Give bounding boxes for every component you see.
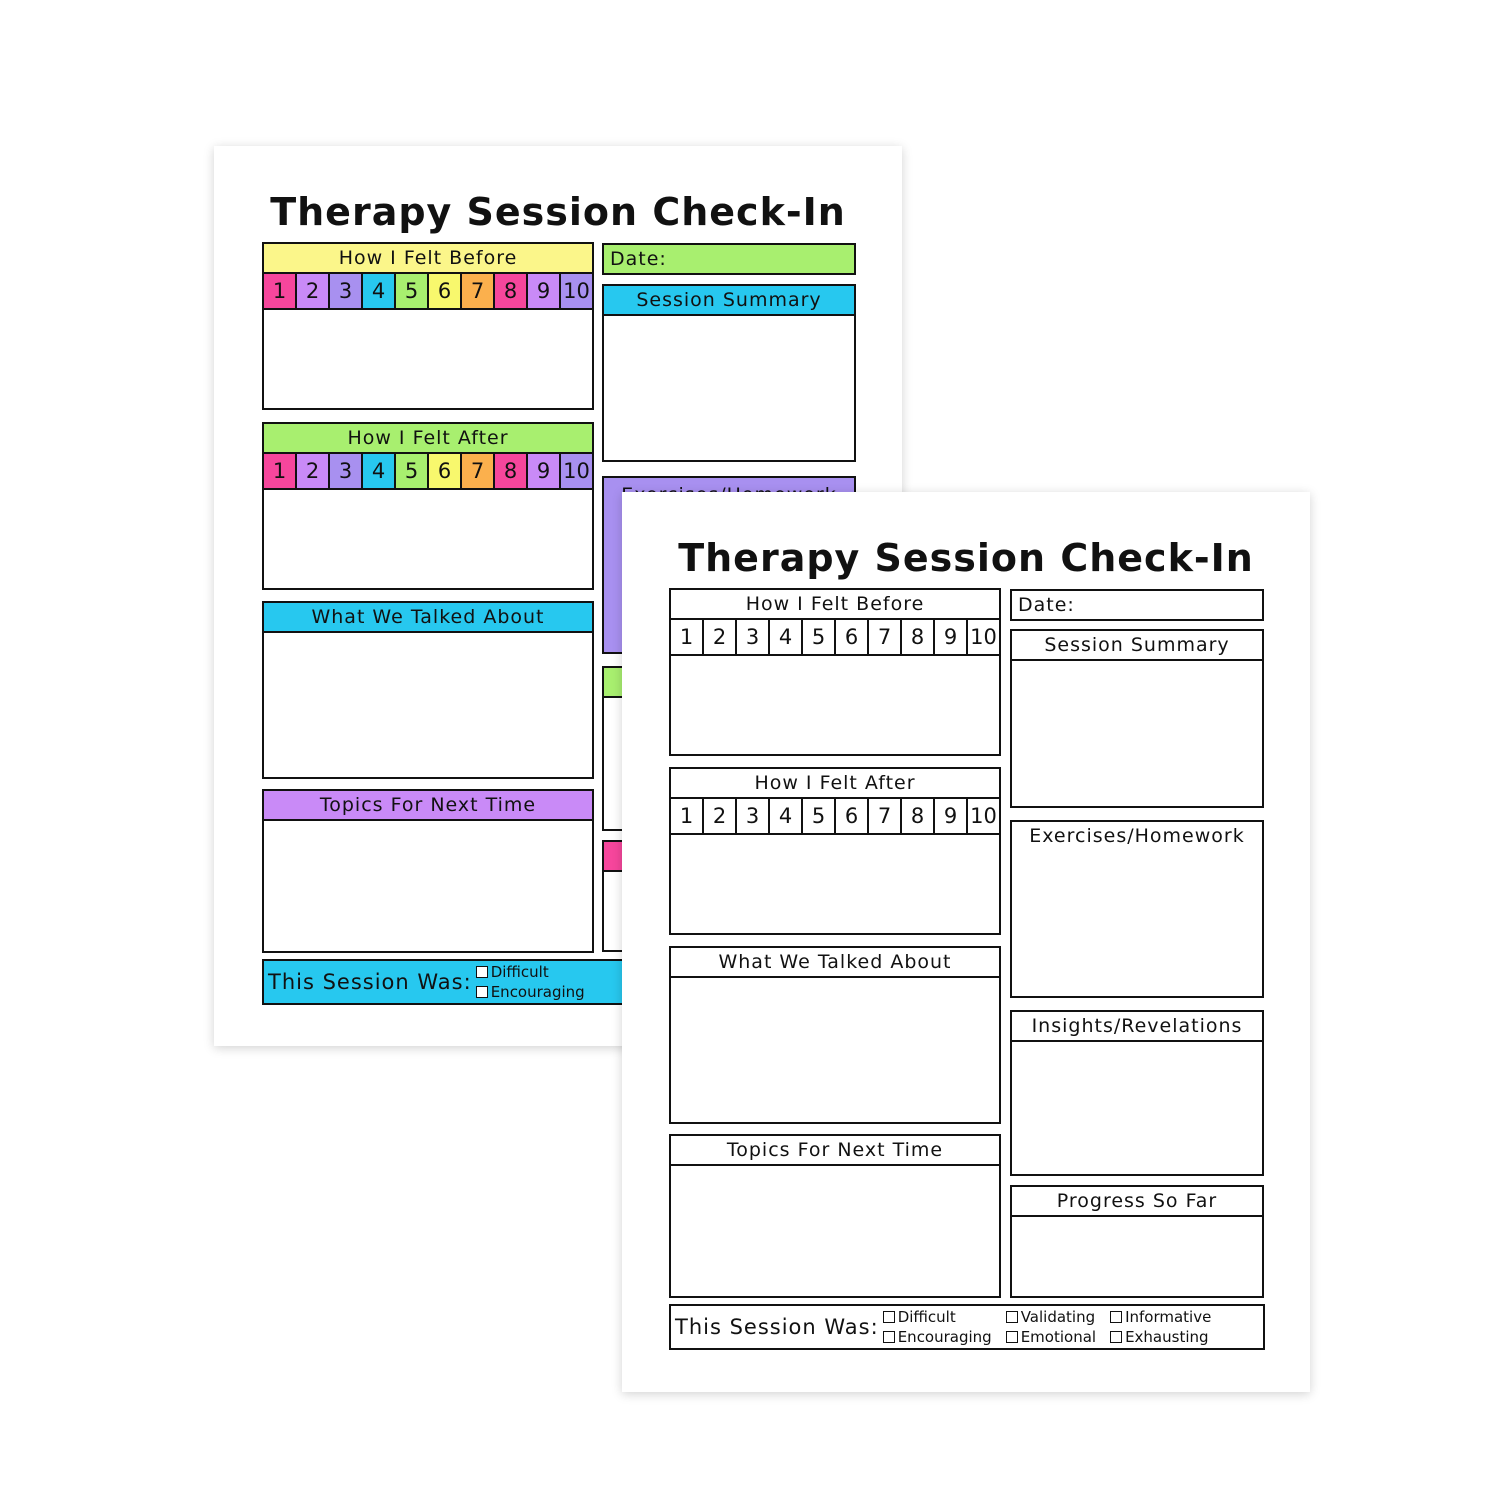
- talked-about-box[interactable]: [262, 601, 594, 779]
- scale-2[interactable]: 2: [704, 620, 737, 654]
- scale-2[interactable]: 2: [704, 799, 737, 833]
- scale-6[interactable]: 6: [836, 799, 869, 833]
- session-was-label: This Session Was:: [268, 970, 472, 994]
- session-summary-box[interactable]: [602, 284, 856, 462]
- felt-before-header: How I Felt Before: [264, 244, 592, 274]
- topics-next-header: Topics For Next Time: [264, 791, 592, 821]
- session-summary-box[interactable]: [1010, 629, 1264, 808]
- felt-before-header: How I Felt Before: [671, 590, 999, 620]
- date-field[interactable]: [1010, 589, 1264, 621]
- date-field[interactable]: [602, 243, 856, 275]
- scale-5[interactable]: 5: [396, 274, 429, 308]
- option-difficult[interactable]: Difficult: [476, 962, 585, 982]
- scale-1[interactable]: 1: [264, 454, 297, 488]
- felt-after-box: [262, 422, 594, 590]
- scale-3[interactable]: 3: [737, 620, 770, 654]
- exercises-header: Exercises/Homework: [1029, 825, 1245, 847]
- scale-1[interactable]: 1: [671, 620, 704, 654]
- option-validating[interactable]: Validating: [1006, 1307, 1096, 1327]
- scale-1[interactable]: 1: [264, 274, 297, 308]
- talked-about-box[interactable]: [669, 946, 1001, 1124]
- session-was-label: This Session Was:: [675, 1315, 879, 1339]
- option-difficult[interactable]: Difficult: [883, 1307, 992, 1327]
- scale-3[interactable]: 3: [737, 799, 770, 833]
- scale-5[interactable]: 5: [803, 799, 836, 833]
- scale-2[interactable]: 2: [297, 274, 330, 308]
- scale-10[interactable]: 10: [970, 625, 997, 649]
- felt-after-scale: [264, 454, 592, 490]
- scale-4[interactable]: 4: [363, 454, 396, 488]
- scale-4[interactable]: 4: [770, 799, 803, 833]
- scale-10[interactable]: 10: [561, 274, 592, 308]
- felt-before-box: [669, 588, 1001, 756]
- scale-9[interactable]: 9: [935, 620, 968, 654]
- page-title: Therapy Session Check-In: [678, 536, 1254, 580]
- option-emotional[interactable]: Emotional: [1006, 1327, 1096, 1347]
- scale-4[interactable]: 4: [363, 274, 396, 308]
- insights-header: Insights/Revelations: [1012, 1012, 1262, 1042]
- felt-after-box: [669, 767, 1001, 935]
- checkbox-icon[interactable]: [476, 966, 488, 978]
- scale-9[interactable]: 9: [528, 274, 561, 308]
- scale-8[interactable]: 8: [495, 274, 528, 308]
- option-exhausting[interactable]: Exhausting: [1110, 1327, 1211, 1347]
- felt-before-scale: [264, 274, 592, 310]
- option-informative[interactable]: Informative: [1110, 1307, 1211, 1327]
- date-label: Date:: [604, 245, 854, 273]
- date-label: Date:: [1018, 594, 1075, 616]
- session-was-bar: [669, 1304, 1265, 1350]
- progress-box[interactable]: [1010, 1185, 1264, 1298]
- scale-6[interactable]: 6: [429, 274, 462, 308]
- checkbox-icon[interactable]: [883, 1331, 895, 1343]
- topics-next-box[interactable]: [262, 789, 594, 953]
- scale-8[interactable]: 8: [902, 620, 935, 654]
- scale-3[interactable]: 3: [330, 454, 363, 488]
- talked-about-header: What We Talked About: [264, 603, 592, 633]
- checkbox-icon[interactable]: [1006, 1311, 1018, 1323]
- scale-5[interactable]: 5: [396, 454, 429, 488]
- insights-box[interactable]: [1010, 1010, 1264, 1176]
- checkbox-icon[interactable]: [883, 1311, 895, 1323]
- scale-7[interactable]: 7: [869, 620, 902, 654]
- felt-after-scale: [671, 799, 999, 835]
- checkbox-icon[interactable]: [1006, 1331, 1018, 1343]
- scale-5[interactable]: 5: [803, 620, 836, 654]
- scale-10[interactable]: 10: [970, 804, 997, 828]
- scale-2[interactable]: 2: [297, 454, 330, 488]
- bw-worksheet-page: [622, 492, 1310, 1392]
- progress-header: Progress So Far: [1012, 1187, 1262, 1217]
- felt-before-scale: [671, 620, 999, 656]
- page-title: Therapy Session Check-In: [270, 190, 846, 234]
- topics-next-box[interactable]: [669, 1134, 1001, 1298]
- scale-7[interactable]: 7: [869, 799, 902, 833]
- scale-9[interactable]: 9: [935, 799, 968, 833]
- topics-next-header: Topics For Next Time: [671, 1136, 999, 1166]
- scale-4[interactable]: 4: [770, 620, 803, 654]
- session-summary-header: Session Summary: [1012, 631, 1262, 661]
- option-encouraging[interactable]: Encouraging: [883, 1327, 992, 1347]
- scale-7[interactable]: 7: [462, 454, 495, 488]
- scale-7[interactable]: 7: [462, 274, 495, 308]
- checkbox-icon[interactable]: [1110, 1311, 1122, 1323]
- session-summary-header: Session Summary: [604, 286, 854, 316]
- felt-after-header: How I Felt After: [671, 769, 999, 799]
- option-encouraging[interactable]: Encouraging: [476, 982, 585, 1002]
- felt-after-header: How I Felt After: [264, 424, 592, 454]
- talked-about-header: What We Talked About: [671, 948, 999, 978]
- scale-9[interactable]: 9: [528, 454, 561, 488]
- scale-10[interactable]: 10: [561, 454, 592, 488]
- scale-3[interactable]: 3: [330, 274, 363, 308]
- scale-6[interactable]: 6: [836, 620, 869, 654]
- scale-6[interactable]: 6: [429, 454, 462, 488]
- checkbox-icon[interactable]: [476, 986, 488, 998]
- scale-8[interactable]: 8: [495, 454, 528, 488]
- exercises-box[interactable]: [1010, 820, 1264, 998]
- felt-before-box: [262, 242, 594, 410]
- scale-1[interactable]: 1: [671, 799, 704, 833]
- scale-8[interactable]: 8: [902, 799, 935, 833]
- checkbox-icon[interactable]: [1110, 1331, 1122, 1343]
